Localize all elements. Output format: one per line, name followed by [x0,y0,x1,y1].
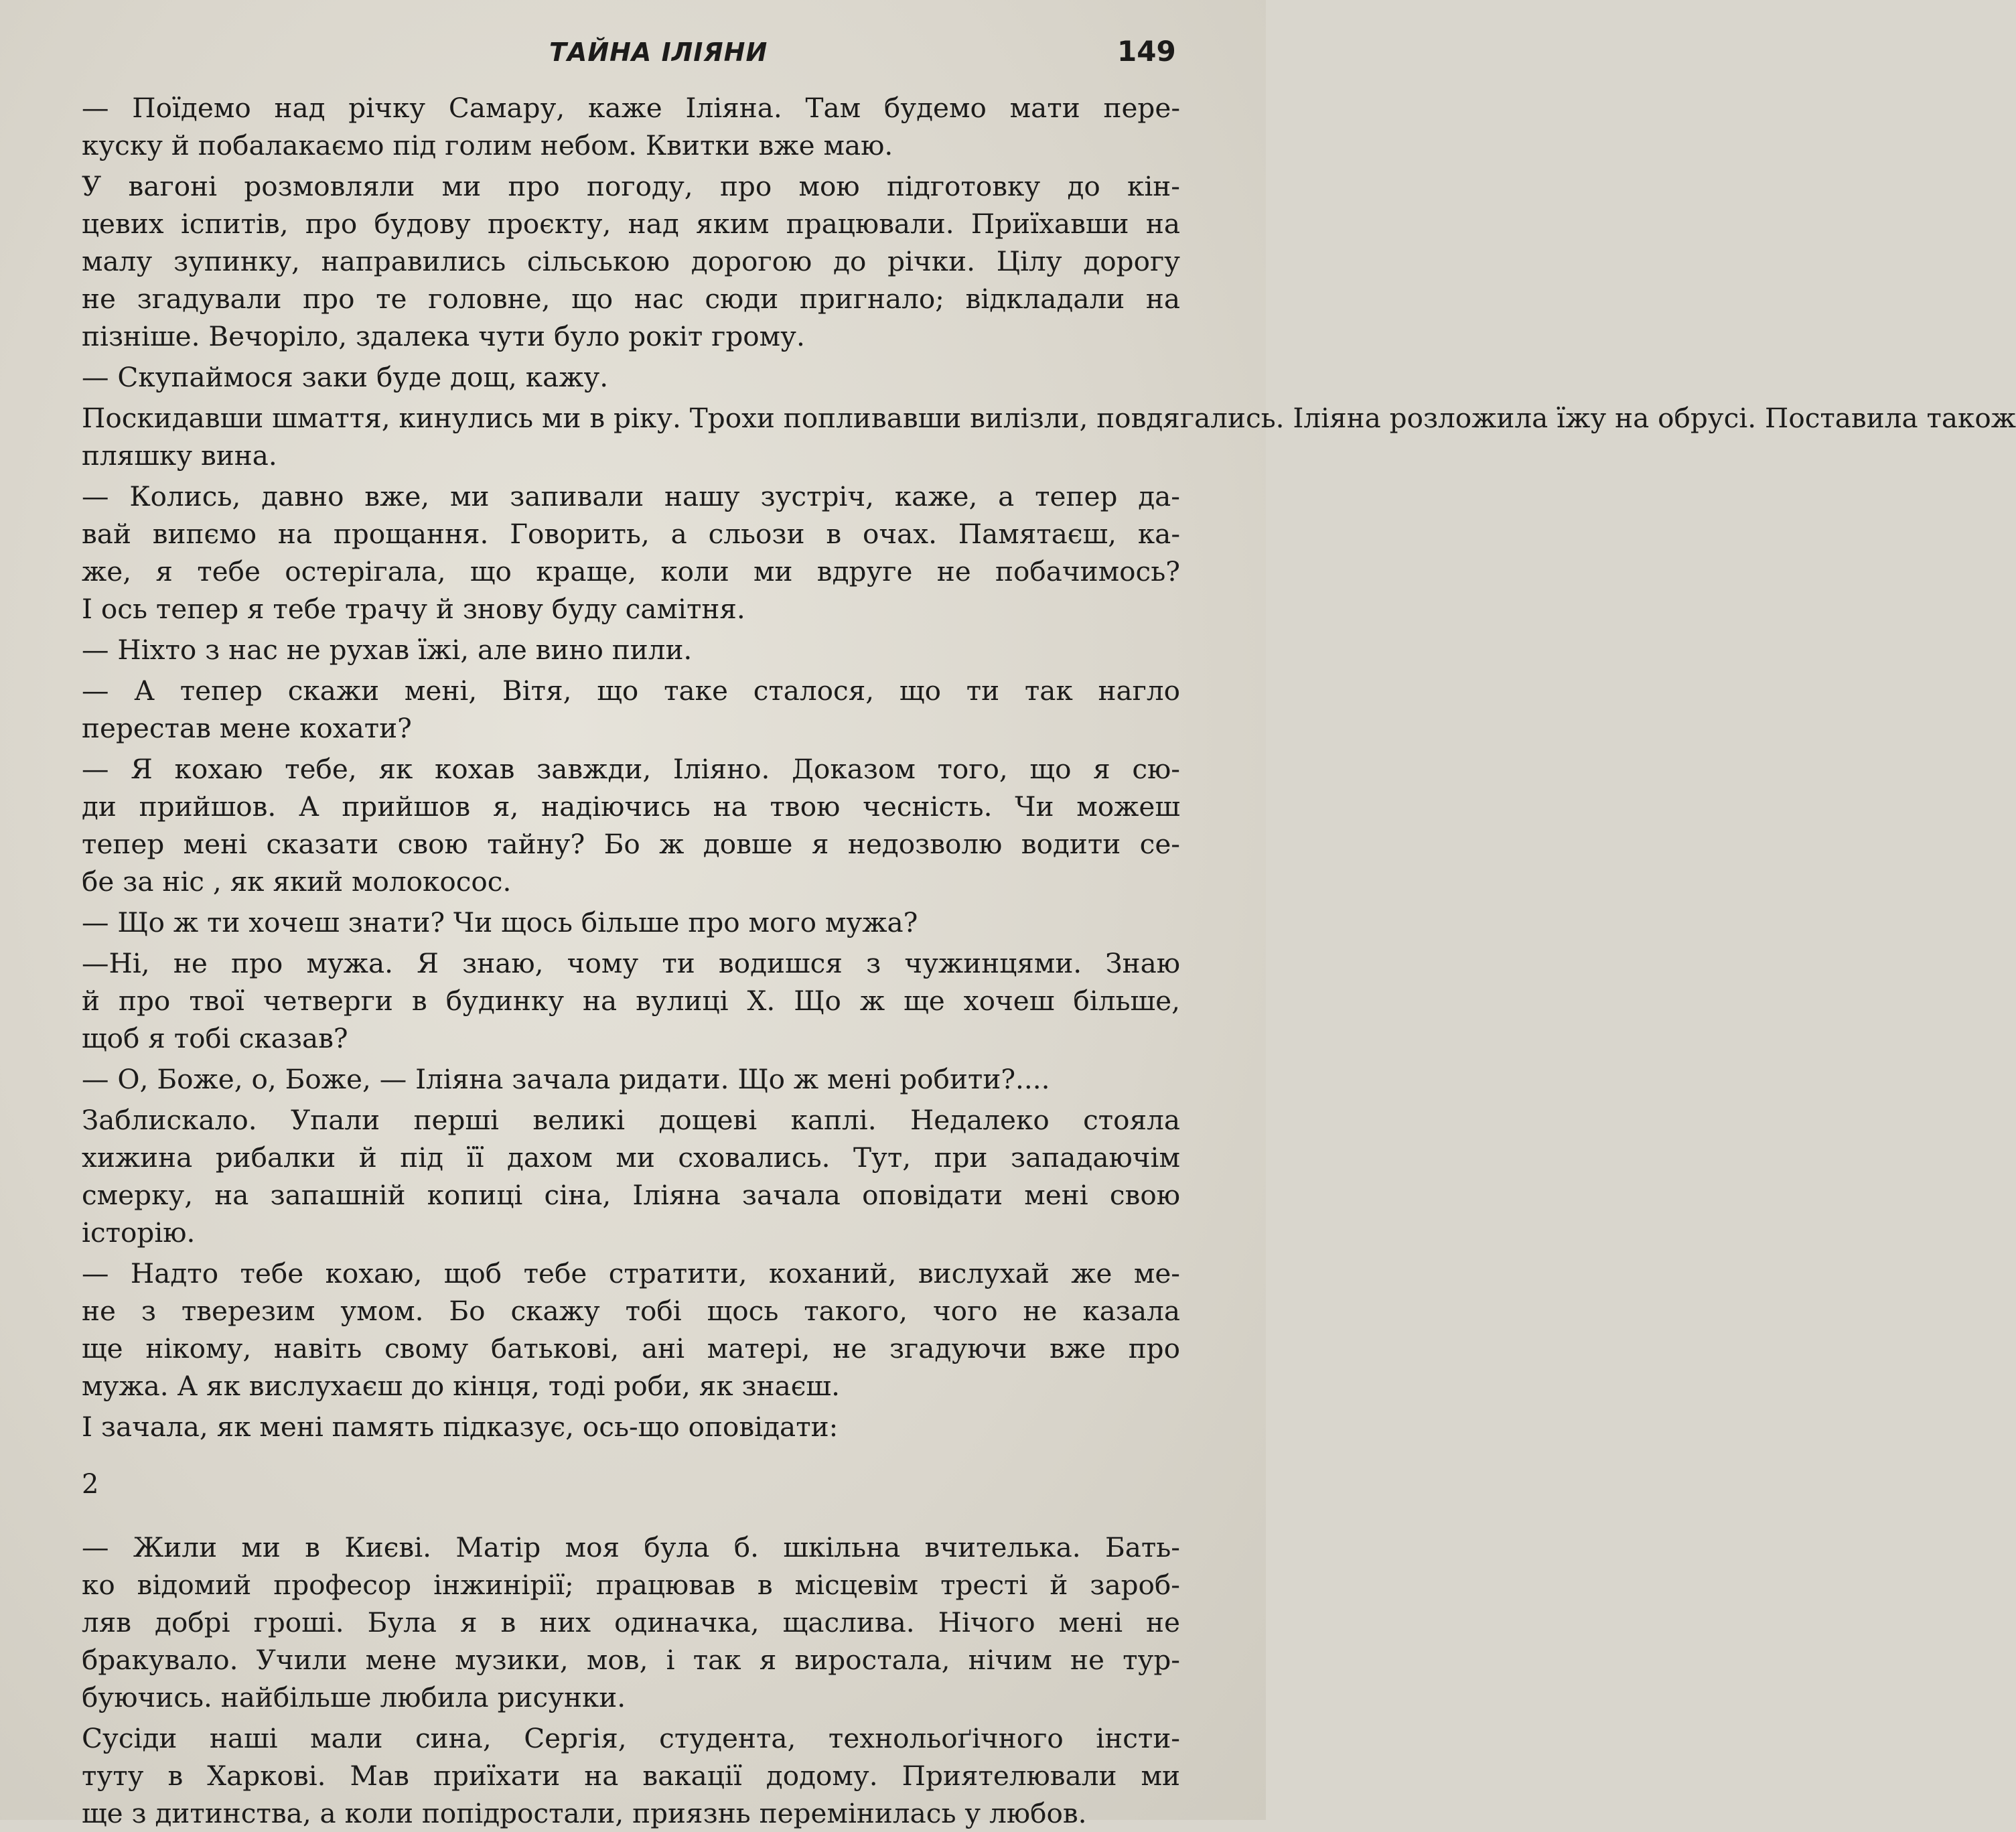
paragraph [82,1101,1180,1251]
text-line: пізніше. Вечоріло, здалека чути було рокіт грому. [82,320,805,352]
text-line: куску й побалакаємо під голим небом. Квитки вже маю. [82,129,893,161]
paragraph [82,904,1180,941]
text-line: цевих іспитів, про будову проєкту, над яким працювали. Приїхавши на [82,208,1180,240]
text-line: І зачала, як мені память підказує, ось-що оповідати: [82,1411,839,1443]
text-line: щоб я тобі сказав? [82,1022,348,1054]
text-line: Заблискало. Упали перші великі дощеві каплі. Недалеко стояла [82,1104,1180,1136]
text-line: У вагоні розмовляли ми про погоду, про мою підготовку до кін- [82,170,1180,202]
paragraph [82,1408,1180,1446]
text-line: пляшку вина. [82,439,277,472]
text-line: —Ні, не про мужа. Я знаю, чому ти водишся з чужинцями. Знаю [82,947,1180,979]
text-line: туту в Харкові. Мав приїхати на вакації додому. Приятелювали ми [82,1760,1180,1792]
body-text [82,86,2016,1832]
text-line: І ось тепер я тебе трачу й знову буду самітня. [82,593,745,625]
text-line: — Що ж ти хочеш знати? Чи щось більше про мого мужа? [82,906,918,938]
section-number: 2 [82,1469,99,1500]
text-line: — Жили ми в Києві. Матір моя була б. шкільна вчителька. Бать- [82,1531,1180,1563]
text-line: же, я тебе остерігала, що краще, коли ми вдруге не побачимось? [82,555,1180,587]
text-line: бе за ніс , як який молокосос. [82,865,512,898]
text-line: Сусіди наші мали сина, Сергія, студента, технольоґічного інсти- [82,1722,1180,1754]
text-line: — Я кохаю тебе, як кохав завжди, Іліяно. Доказом того, що я сю- [82,753,1180,785]
paragraph [82,358,1180,396]
paragraph [82,399,2016,474]
text-line: буючись. найбільше любила рисунки. [82,1681,626,1713]
paragraph [82,672,1180,747]
paragraph [82,478,1180,628]
text-line: — О, Боже, о, Боже, — Іліяна зачала ридати. Що ж мені робити?.... [82,1063,1050,1095]
text-line: — Надто тебе кохаю, щоб тебе стратити, коханий, вислухай же ме- [82,1257,1180,1289]
paragraph [82,1060,1180,1098]
text-line: вай випємо на прощання. Говорить, а сльози в очах. Памятаєш, ка- [82,518,1180,550]
text-line: історію. [82,1216,196,1249]
text-line: ко відомий професор інжинірії; працював в місцевім тресті й зароб- [82,1569,1180,1601]
paragraph [82,944,1180,1057]
text-before-section [82,89,2016,1446]
text-line: перестав мене кохати? [82,712,412,744]
paragraph [82,167,1180,355]
text-line: — Колись, давно вже, ми запивали нашу зустріч, каже, а тепер да- [82,480,1180,512]
running-title: ТАЙНА ІЛІЯНИ [549,38,768,67]
text-line: хижина рибалки й під її дахом ми сховались. Тут, при западаючім [82,1141,1180,1174]
text-line: — Скупаймося заки буде дощ, кажу. [82,361,609,393]
text-line: мужа. А як вислухаєш до кінця, тоді роби, як знаєш. [82,1370,840,1402]
text-line: ще нікому, навіть свому батькові, ані матері, не згадуючи вже про [82,1332,1180,1364]
text-line: не з тверезим умом. Бо скажу тобі щось такого, чого не казала [82,1295,1180,1327]
paragraph [82,750,1180,900]
paragraph [82,1255,1180,1405]
text-line: — Ніхто з нас не рухав їжі, але вино пили. [82,634,693,666]
text-line: смерку, на запашній копиці сіна, Іліяна зачала оповідати мені свою [82,1179,1180,1211]
text-line: бракувало. Учили мене музики, мов, і так я виростала, нічим не тур- [82,1644,1180,1676]
text-line: тепер мені сказати свою тайну? Бо ж довше я недозволю водити се- [82,828,1180,860]
running-header [0,35,1266,75]
paragraph [82,89,1180,164]
paragraph [82,1529,1180,1716]
text-line: не згадували про те головне, що нас сюди пригнало; відкладали на [82,283,1180,315]
paragraph [82,1719,1180,1832]
text-line: — Поїдемо над річку Самару, каже Іліяна. Там будемо мати пере- [82,92,1180,124]
paragraph [82,631,1180,668]
text-line: — А тепер скажи мені, Вітя, що таке сталося, що ти так нагло [82,675,1180,707]
text-line: ще з дитинства, а коли попідростали, приязнь перемінилась у любов. [82,1797,1087,1829]
text-line: ди прийшов. А прийшов я, надіючись на твою чесність. Чи можеш [82,790,1180,823]
text-line: ляв добрі гроші. Була я в них одиначка, щаслива. Нічого мені не [82,1606,1180,1638]
text-after-section [82,1529,1180,1832]
text-line: Поскидавши шмаття, кинулись ми в ріку. Трохи попливавши вилізли, повдягались. Іліяна розложила їжу на обрусі. Поставила також [82,402,2016,434]
page-number: 149 [1117,35,1176,68]
text-line: й про твої четверги в будинку на вулиці Х. Що ж ще хочеш більше, [82,985,1180,1017]
text-line: малу зупинку, направились сільською дорогою до річки. Цілу дорогу [82,245,1180,277]
